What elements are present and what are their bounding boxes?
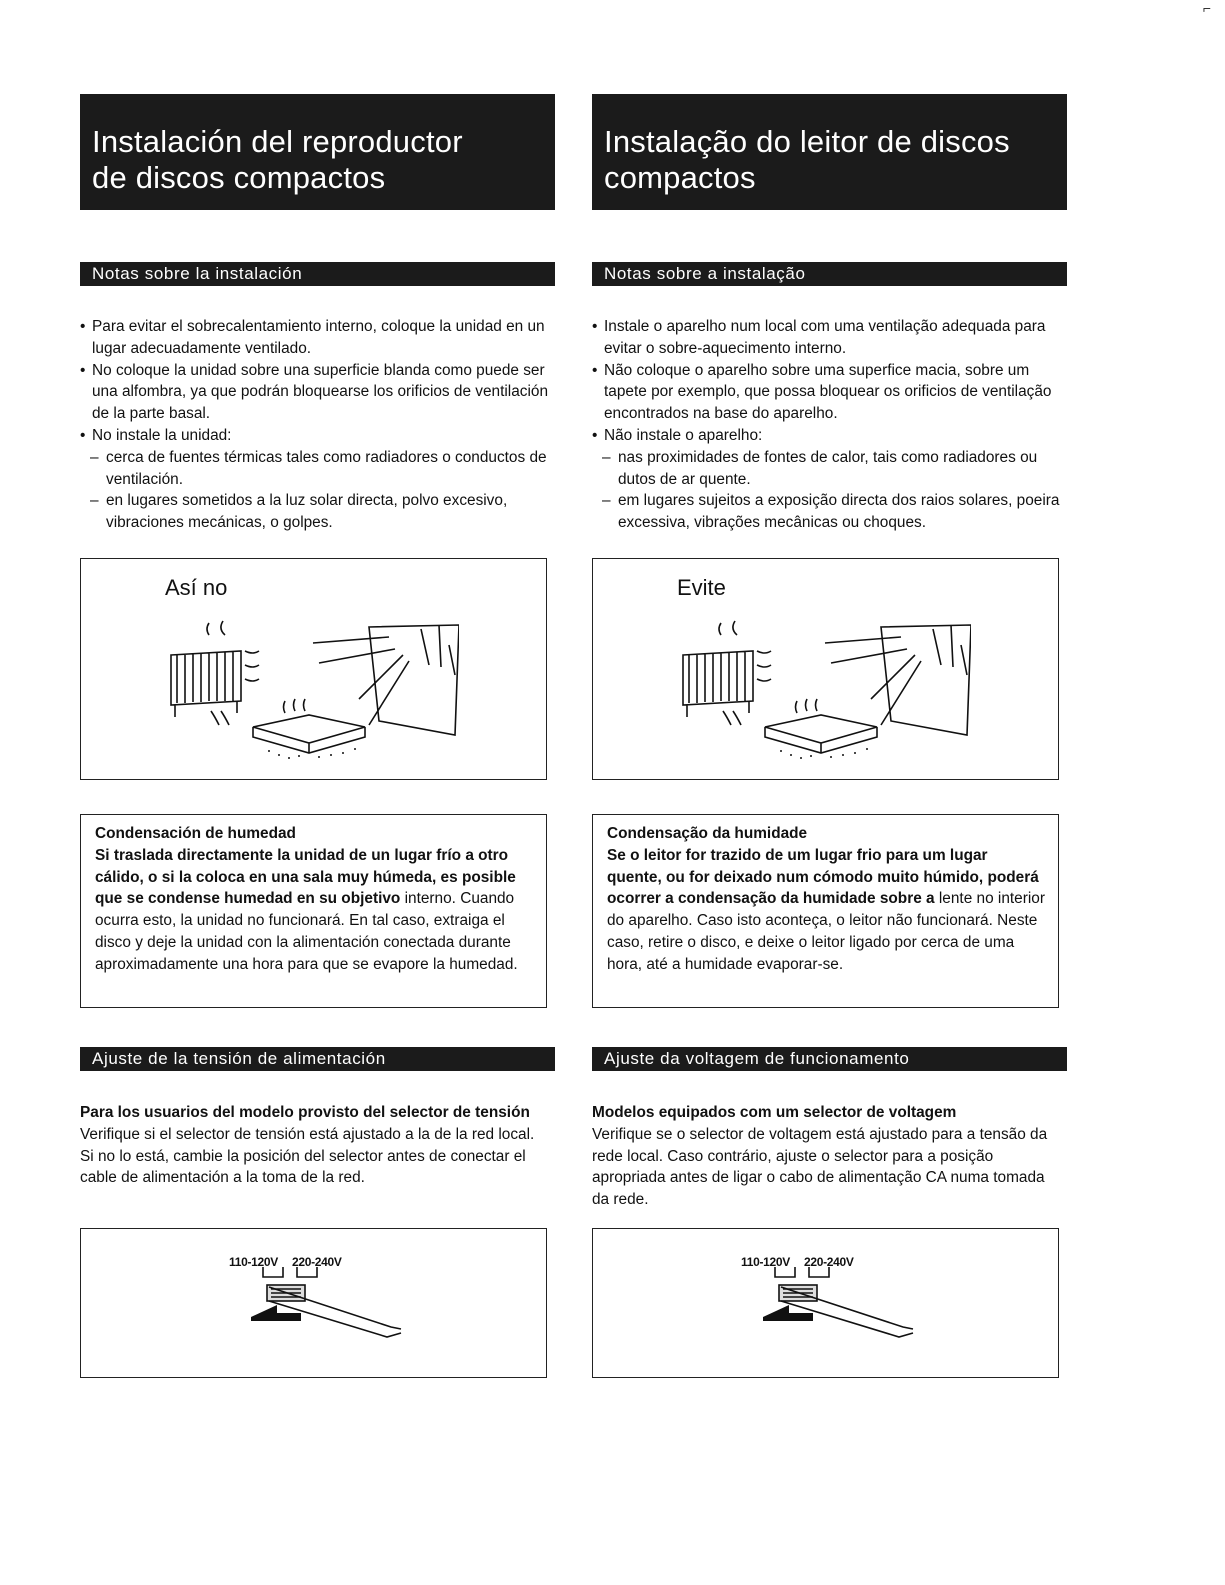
selector-label-high: 220-240V: [803, 1255, 854, 1269]
list-item: • No instale la unidad:: [80, 425, 560, 447]
voltage-title: Modelos equipados com um selector de voltagem: [592, 1104, 957, 1121]
condensation-box: [592, 814, 1059, 1008]
section-heading-installation: Notas sobre la instalación: [80, 262, 555, 286]
heat-sources-illustration: [159, 615, 459, 765]
condensation-text-rest: interno. Cuando ocurra esto, la unidad no funcionará. En tal caso, extraiga el disco y deje la unidad con la alimentación conectada durante aproximadamente una hora para que se evapore la humedad.: [95, 890, 518, 973]
sub-list-item: – cerca de fuentes térmicas tales como radiadores o conductos de ventilación.: [80, 447, 560, 491]
window-icon: [881, 625, 971, 735]
corner-mark: ⌐: [1202, 0, 1211, 16]
installation-notes: [592, 316, 1072, 534]
condensation-text-rest: lente no interior do aparelho. Caso isto aconteça, o leitor não funcionará. Neste caso, retire o disco, e deixe o leitor ligado por cerca de uma hora, até a humidade evaporar-se.: [607, 890, 1045, 973]
cd-player-icon: [765, 715, 877, 753]
radiator-icon: [171, 651, 241, 717]
sun-rays-icon: [313, 625, 455, 725]
cd-player-icon: [253, 715, 365, 753]
heat-wave-icon: [284, 699, 306, 713]
condensation-title: Condensação da humidade: [607, 825, 808, 842]
list-item: • Não coloque o aparelho sobre uma superfice macia, sobre um tapete por exemplo, que possa bloquear os orificios de ventilação encontrados na base do aparelho.: [592, 360, 1072, 425]
illustration-box: [80, 558, 547, 780]
section-heading-voltage: Ajuste de la tensión de alimentación: [80, 1047, 555, 1071]
condensation-box: [80, 814, 547, 1008]
condensation-text: [607, 845, 1046, 976]
voltage-title: Para los usuarios del modelo provisto del selector de tensión: [80, 1104, 530, 1121]
section-heading-installation: Notas sobre a instalação: [592, 262, 1067, 286]
voltage-selector-box: [592, 1228, 1059, 1378]
sub-list-item: – en lugares sometidos a la luz solar directa, polvo excesivo, vibraciones mecánicas, o golpes.: [80, 490, 560, 534]
radiator-icon: [683, 651, 753, 717]
list-item: • Para evitar el sobrecalentamiento interno, coloque la unidad en un lugar adecuadamente ventilado.: [80, 316, 560, 360]
condensation-text: [95, 845, 534, 976]
title-line-2: compactos: [604, 160, 756, 195]
installation-notes: [80, 316, 560, 534]
voltage-selector-box: [80, 1228, 547, 1378]
title-line-1: Instalação do leitor de discos: [604, 124, 1010, 159]
illustration-label: Así no: [165, 575, 228, 600]
illustration-label: Evite: [677, 575, 726, 600]
heat-wave-icon: [796, 699, 818, 713]
voltage-selector-illustration: [753, 1267, 933, 1357]
voltage-instructions: [80, 1102, 550, 1189]
list-item: • Instale o aparelho num local com uma ventilação adequada para evitar o sobre-aquecimento interno.: [592, 316, 1072, 360]
selector-label-high: 220-240V: [291, 1255, 342, 1269]
sub-list-item: – em lugares sujeitos a exposição directa dos raios solares, poeira excessiva, vibrações mecânicas ou choques.: [592, 490, 1072, 534]
sun-rays-icon: [825, 625, 967, 725]
list-item: • No coloque la unidad sobre una superficie blanda como puede ser una alfombra, ya que podrán bloquearse los orificios de ventilación de la parte basal.: [80, 360, 560, 425]
title-line-2: de discos compactos: [92, 160, 386, 195]
condensation-text-strong: Se o leitor for trazido de um lugar frio para um lugar quente, ou for deixado num cómodo muito húmido, poderá ocorrer a condensação da humidade sobre a: [607, 846, 1039, 908]
condensation-text-strong: Si traslada directamente la unidad de un lugar frío a otro cálido, o si la coloca en una sala muy húmeda, es posible que se condense humedad en su objetivo: [95, 846, 516, 908]
page-title: [592, 94, 1067, 210]
voltage-selector-illustration: [241, 1267, 421, 1357]
arrow-icon: [251, 1305, 301, 1321]
section-heading-voltage: Ajuste da voltagem de funcionamento: [592, 1047, 1067, 1071]
condensation-title: Condensación de humedad: [95, 825, 296, 842]
selector-label-low: 110-120V: [741, 1255, 790, 1269]
voltage-text: Verifique se o selector de voltagem está ajustado para a tensão da rede local. Caso contrário, ajuste o selector para a posição apropriada antes de ligar o cabo de alimentação CA numa tomada da rede.: [592, 1125, 1048, 1209]
list-item: • Não instale o aparelho:: [592, 425, 1072, 447]
title-line-1: Instalación del reproductor: [92, 124, 463, 159]
illustration-box: [592, 558, 1059, 780]
heat-sources-illustration: [671, 615, 971, 765]
selector-label-low: 110-120V: [229, 1255, 278, 1269]
window-icon: [369, 625, 459, 735]
sub-list-item: – nas proximidades de fontes de calor, tais como radiadores ou dutos de ar quente.: [592, 447, 1072, 491]
page-title: [80, 94, 555, 210]
voltage-instructions: [592, 1102, 1062, 1211]
voltage-text: Verifique si el selector de tensión está ajustado a la de la red local. Si no lo está, cambie la posición del selector antes de conectar el cable de alimentación a la toma de la red.: [80, 1125, 535, 1187]
arrow-icon: [763, 1305, 813, 1321]
